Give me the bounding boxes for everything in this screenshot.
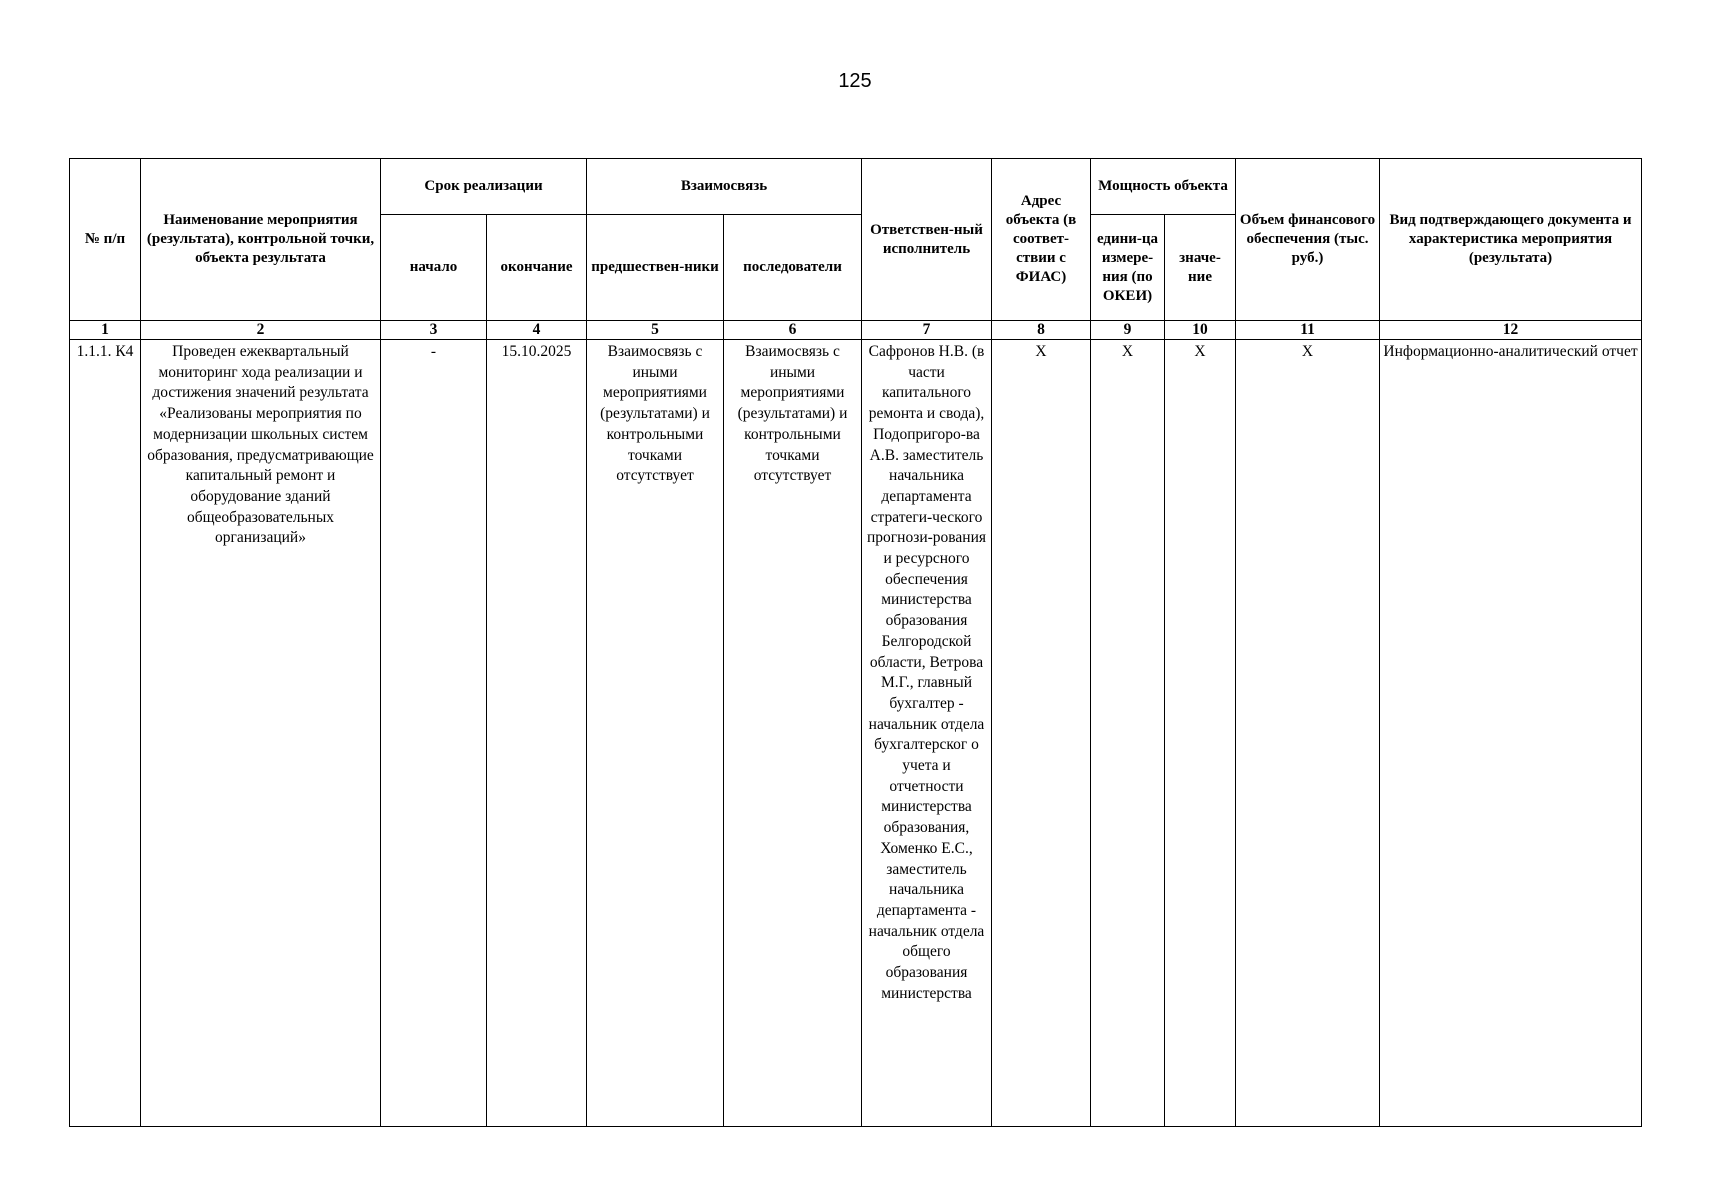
column-number: 11 xyxy=(1236,321,1380,340)
row-name: Проведен ежеквартальный мониторинг хода реализации и достижения значений результата «Реализованы мероприятия по модернизации школьных систем образования, предусматривающие капитальный ремонт и оборудование зданий общеобразовательных организаций» xyxy=(141,340,381,1127)
column-number: 8 xyxy=(992,321,1091,340)
header-value: значе-ние xyxy=(1165,215,1236,321)
column-number: 2 xyxy=(141,321,381,340)
activities-table xyxy=(69,158,1642,1127)
row-successors: Взаимосвязь с иными мероприятиями (результатами) и контрольными точками отсутствует xyxy=(724,340,862,1127)
column-number: 4 xyxy=(487,321,587,340)
header-start: начало xyxy=(381,215,487,321)
column-number: 10 xyxy=(1165,321,1236,340)
row-unit: X xyxy=(1091,340,1165,1127)
header-unit: едини-ца измере-ния (по ОКЕИ) xyxy=(1091,215,1165,321)
row-funding: X xyxy=(1236,340,1380,1127)
header-capacity-group: Мощность объекта xyxy=(1091,159,1236,215)
row-value: X xyxy=(1165,340,1236,1127)
row-address: X xyxy=(992,340,1091,1127)
column-number: 7 xyxy=(862,321,992,340)
header-relation-group: Взаимосвязь xyxy=(587,159,862,215)
header-period-group: Срок реализации xyxy=(381,159,587,215)
column-number: 5 xyxy=(587,321,724,340)
column-number: 3 xyxy=(381,321,487,340)
header-name: Наименование мероприятия (результата), контрольной точки, объекта результата xyxy=(141,159,381,321)
row-document: Информационно-аналитический отчет xyxy=(1380,340,1642,1127)
page-number: 125 xyxy=(838,70,872,92)
column-number: 12 xyxy=(1380,321,1642,340)
table-row xyxy=(70,340,1642,1127)
header-successors: последователи xyxy=(724,215,862,321)
row-end: 15.10.2025 xyxy=(487,340,587,1127)
column-number: 6 xyxy=(724,321,862,340)
header-end: окончание xyxy=(487,215,587,321)
header-num: № п/п xyxy=(70,159,141,321)
header-address: Адрес объекта (в соответ-ствии с ФИАС) xyxy=(992,159,1091,321)
row-start: - xyxy=(381,340,487,1127)
row-responsible: Сафронов Н.В. (в части капитального ремонта и свода), Подопригоро-ва А.В. заместитель начальника департамента стратеги-ческого прогнози-рования и ресурсного обеспечения министерства образования Белгородской области, Ветрова М.Г., главный бухгалтер - начальник отдела бухгалтерског о учета и отчетности министерства образования, Хоменко Е.С., заместитель начальника департамента - начальник отдела общего образования министерства xyxy=(862,340,992,1127)
column-number: 1 xyxy=(70,321,141,340)
header-predecessors: предшествен-ники xyxy=(587,215,724,321)
header-document: Вид подтверждающего документа и характеристика мероприятия (результата) xyxy=(1380,159,1642,321)
header-responsible: Ответствен-ный исполнитель xyxy=(862,159,992,321)
header-funding: Объем финансового обеспечения (тыс. руб.) xyxy=(1236,159,1380,321)
column-number: 9 xyxy=(1091,321,1165,340)
row-predecessors: Взаимосвязь с иными мероприятиями (результатами) и контрольными точками отсутствует xyxy=(587,340,724,1127)
row-num: 1.1.1. К4 xyxy=(70,340,141,1127)
column-number-row xyxy=(70,321,1642,340)
header-row-1 xyxy=(70,159,1642,215)
